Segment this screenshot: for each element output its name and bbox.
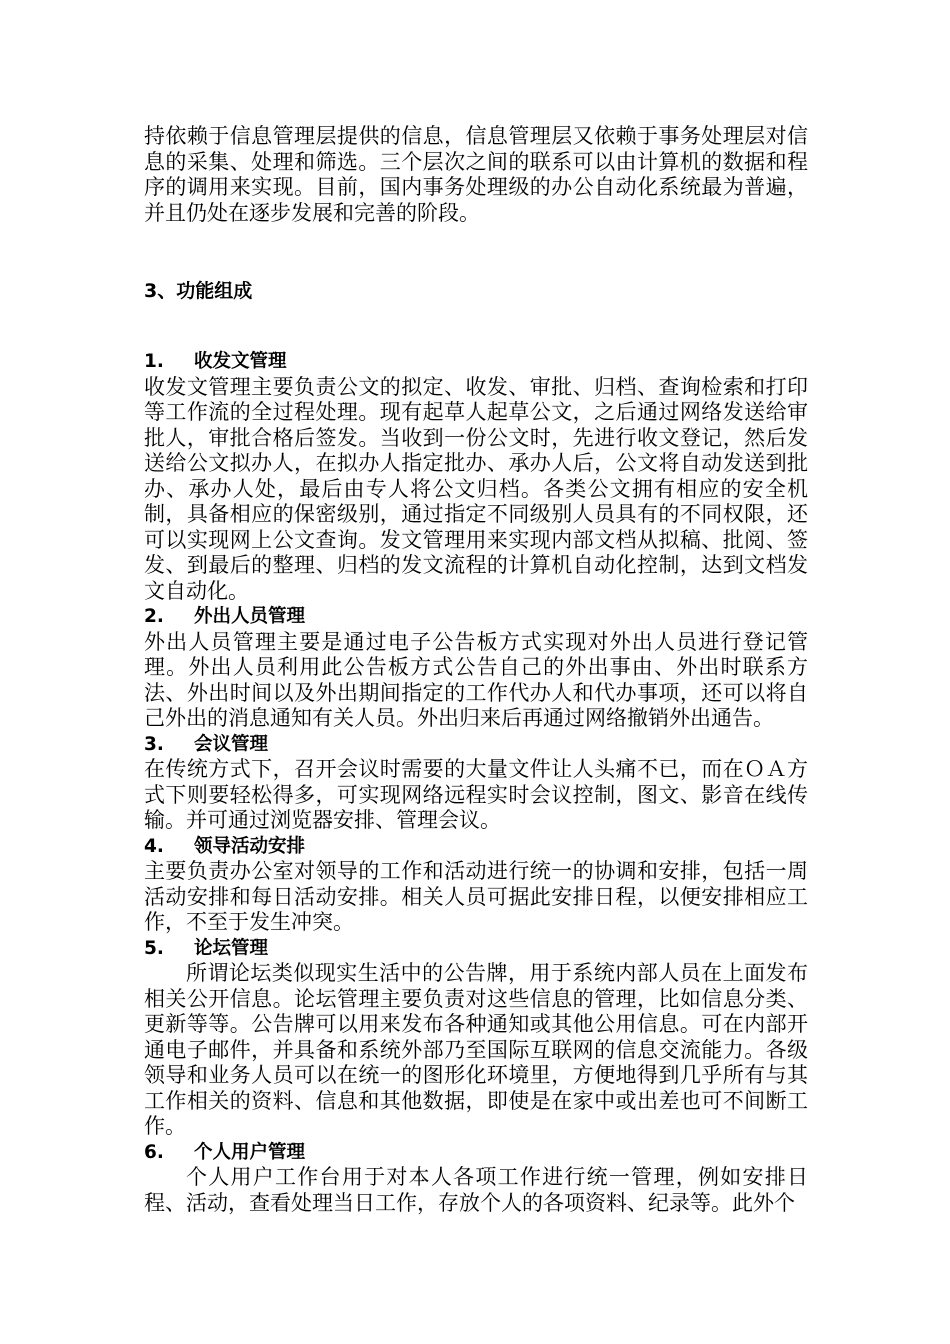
item-title: 个人用户管理 xyxy=(194,1141,306,1163)
item-number: 4. xyxy=(144,835,164,857)
item-body-4: 主要负责办公室对领导的工作和活动进行统一的协调和安排，包括一周活动安排和每日活动安排。相关人员可据此安排日程，以便安排相应工作，不至于发生冲突。 xyxy=(144,859,808,934)
item-number: 5. xyxy=(144,937,164,959)
section-title: 3、功能组成 xyxy=(144,280,253,302)
item-body-5: 所谓论坛类似现实生活中的公告牌，用于系统内部人员在上面发布相关公开信息。论坛管理主要负责对这些信息的管理，比如信息分类、更新等等。公告牌可以用来发布各种通知或其他公用信息。可在内部开通电子邮件，并具备和系统外部乃至国际互联网的信息交流能力。各级领导和业务人员可以在统一的图形化环境里，方便地得到几乎所有与其工作相关的资料、信息和其他数据，即使是在家中或出差也可不间断工作。 xyxy=(144,961,808,1138)
item-heading-4 xyxy=(144,834,808,860)
item-heading-1 xyxy=(144,349,808,375)
item-heading-6 xyxy=(144,1140,808,1166)
item-body-6: 个人用户工作台用于对本人各项工作进行统一管理，例如安排日程、活动，查看处理当日工作，存放个人的各项资料、纪录等。此外个 xyxy=(144,1165,808,1215)
item-number: 2. xyxy=(144,606,164,627)
item-title: 领导活动安排 xyxy=(194,835,306,857)
item-title: 收发文管理 xyxy=(194,351,287,372)
item-number: 3. xyxy=(144,733,164,755)
item-heading-3 xyxy=(144,732,808,758)
item-body-2: 外出人员管理主要是通过电子公告板方式实现对外出人员进行登记管理。外出人员利用此公告板方式公告自己的外出事由、外出时联系方法、外出时间以及外出期间指定的工作代办人和代办事项，还可以将自己外出的消息通知有关人员。外出归来后再通过网络撤销外出通告。 xyxy=(144,629,808,730)
spacer xyxy=(144,304,808,349)
item-heading-5 xyxy=(144,936,808,962)
item-title: 会议管理 xyxy=(194,733,269,755)
item-number: 1. xyxy=(144,351,164,372)
item-body-3: 在传统方式下，召开会议时需要的大量文件让人头痛不已，而在ＯＡ方式下则要轻松得多，可实现网络远程实时会议控制，图文、影音在线传输。并可通过浏览器安排、管理会议。 xyxy=(144,757,808,832)
item-number: 6. xyxy=(144,1141,164,1163)
item-title: 外出人员管理 xyxy=(194,606,306,627)
item-heading-2 xyxy=(144,604,808,630)
item-title: 论坛管理 xyxy=(194,937,269,959)
spacer xyxy=(144,226,808,278)
item-body-1: 收发文管理主要负责公文的拟定、收发、审批、归档、查询检索和打印等工作流的全过程处理。现有起草人起草公文，之后通过网络发送给审批人，审批合格后签发。当收到一份公文时，先进行收文登记，然后发送给公文拟办人，在拟办人指定批办、承办人后，公文将自动发送到批办、承办人处，最后由专人将公文归档。各类公文拥有相应的安全机制，具备相应的保密级别，通过指定不同级别人员具有的不同权限，还可以实现网上公文查询。发文管理用来实现内部文档从拟稿、批阅、签发、到最后的整理、归档的发文流程的计算机自动化控制，达到文档发文自动化。 xyxy=(144,374,808,603)
intro-paragraph: 持依赖于信息管理层提供的信息，信息管理层又依赖于事务处理层对信息的采集、处理和筛选。三个层次之间的联系可以由计算机的数据和程序的调用来实现。目前，国内事务处理级的办公自动化系统最为普遍，并且仍处在逐步发展和完善的阶段。 xyxy=(144,124,808,225)
document-page xyxy=(144,124,808,1216)
